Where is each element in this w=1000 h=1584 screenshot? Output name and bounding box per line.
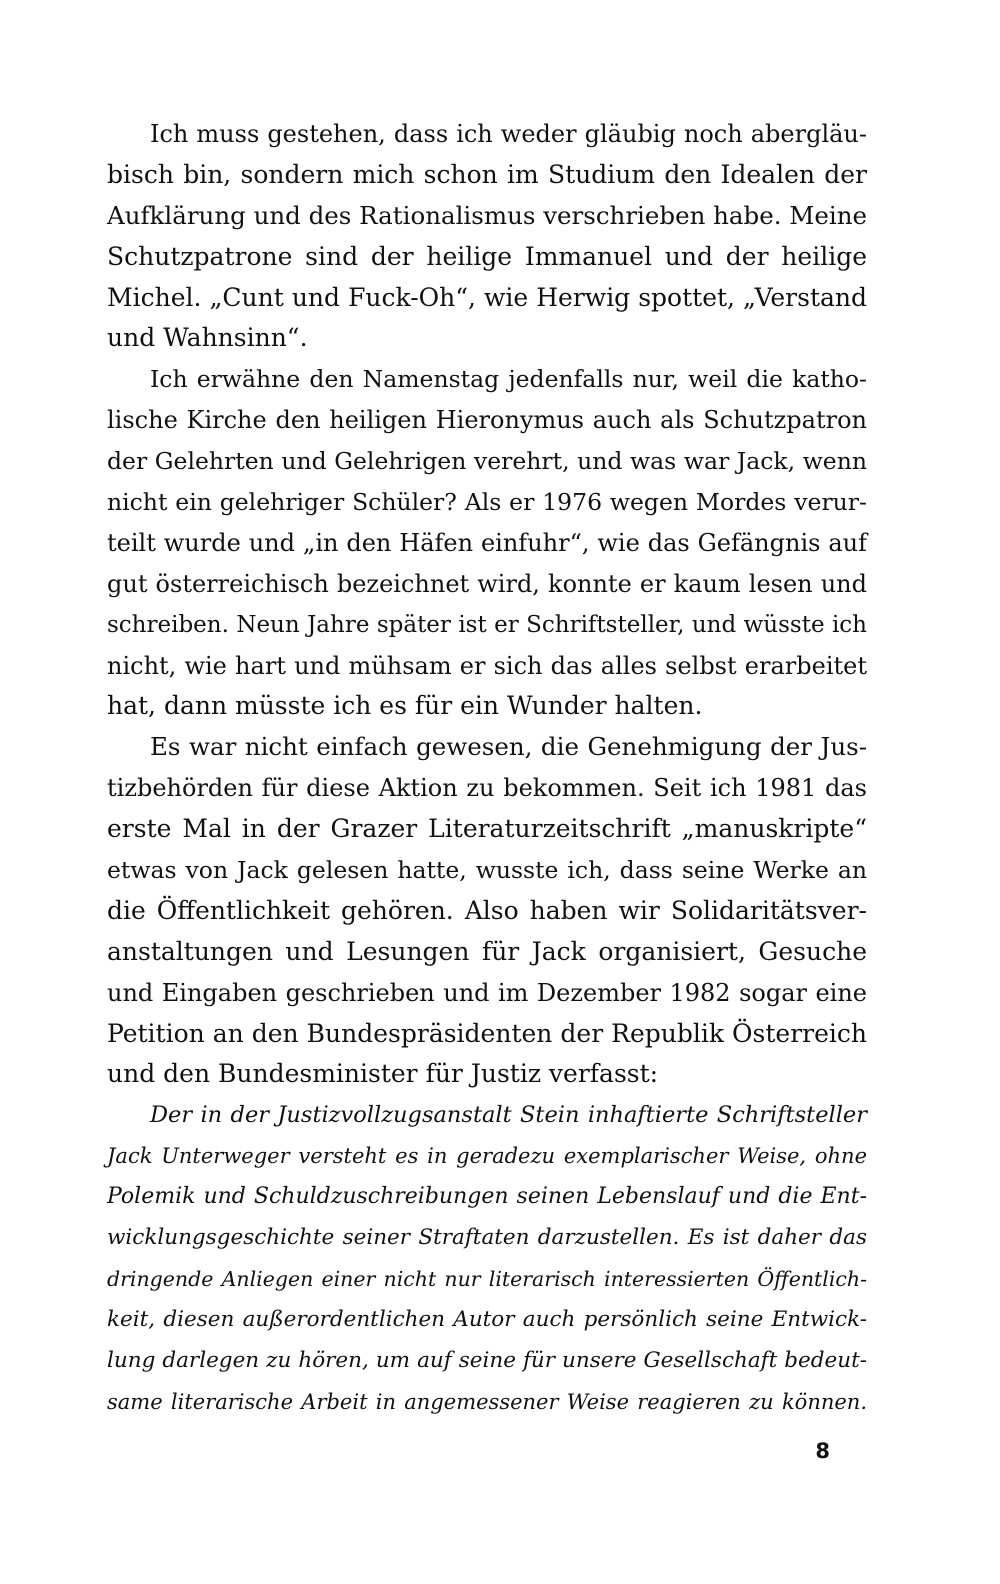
text-line: tizbehörden für diese Aktion zu bekommen. Seit ich 1981 das: [107, 774, 867, 803]
text-line: hat, dann müsste ich es für ein Wunder halten.: [107, 691, 703, 721]
text-line: und Wahnsinn“.: [107, 323, 308, 353]
text-line: Ich muss gestehen, dass ich weder gläubig noch abergläu-: [150, 120, 867, 148]
text-line: und den Bundesminister für Justiz verfasst:: [107, 1059, 659, 1089]
text-line: Schutzpatrone sind der heilige Immanuel und der heilige: [107, 241, 867, 271]
text-line: nicht, wie hart und mühsam er sich das alles selbst erarbeitet: [107, 651, 867, 680]
text-line: Ich erwähne den Namenstag jedenfalls nur, weil die katho-: [150, 365, 867, 394]
text-line: gut österreichisch bezeichnet wird, konnte er kaum lesen und: [107, 569, 867, 598]
text-line: Petition an den Bundespräsidenten der Republik Österreich: [107, 1018, 867, 1048]
text-line: etwas von Jack gelesen hatte, wusste ich, dass seine Werke an: [107, 856, 867, 885]
quote-line: Der in der Justizvollzugsanstalt Stein inhaftierte Schriftsteller: [150, 1102, 867, 1129]
quote-line: lung darlegen zu hören, um auf seine für unsere Gesellschaft bedeut-: [107, 1347, 867, 1373]
text-line: anstaltungen und Lesungen für Jack organisiert, Gesuche: [107, 936, 867, 966]
page-number: 8: [815, 1439, 830, 1463]
text-line: der Gelehrten und Gelehrigen verehrt, und was war Jack, wenn: [107, 447, 867, 476]
text-line: Aufklärung und des Rationalismus verschrieben habe. Meine: [107, 200, 867, 230]
body-text: [107, 114, 867, 1423]
text-line: lische Kirche den heiligen Hieronymus auch als Schutzpatron: [107, 406, 867, 435]
quote-line: Jack Unterweger versteht es in geradezu exemplarischer Weise, ohne: [107, 1144, 867, 1169]
text-line: Es war nicht einfach gewesen, die Genehmigung der Jus-: [150, 732, 867, 762]
text-line: teilt wurde und „in den Häfen einfuhr“, wie das Gefängnis auf: [107, 528, 867, 557]
text-line: erste Mal in der Grazer Literaturzeitschrift „manuskripte“: [107, 814, 867, 844]
text-line: die Öffentlichkeit gehören. Also haben wir Solidaritätsver-: [107, 895, 867, 925]
text-line: nicht ein gelehriger Schüler? Als er 1976 wegen Mordes verur-: [107, 488, 867, 517]
quote-line: dringende Anliegen einer nicht nur literarisch interessierten Öffentlich-: [107, 1266, 867, 1291]
quote-line: keit, diesen außerordentlichen Autor auch persönlich seine Entwick-: [107, 1306, 867, 1332]
text-line: Michel. „Cunt und Fuck-Oh“, wie Herwig spottet, „Verstand: [107, 282, 867, 312]
quote-line: wicklungsgeschichte seiner Straftaten darzustellen. Es ist daher das: [107, 1225, 867, 1251]
text-line: schreiben. Neun Jahre später ist er Schriftsteller, und wüsste ich: [107, 611, 867, 638]
text-line: und Eingaben geschrieben und im Dezember 1982 sogar eine: [107, 978, 867, 1007]
text-line: bisch bin, sondern mich schon im Studium den Idealen der: [107, 159, 867, 189]
quote-line: Polemik und Schuldzuschreibungen seinen Lebenslauf und die Ent-: [107, 1184, 867, 1210]
quote-line: same literarische Arbeit in angemessener Weise reagieren zu können.: [107, 1389, 867, 1414]
